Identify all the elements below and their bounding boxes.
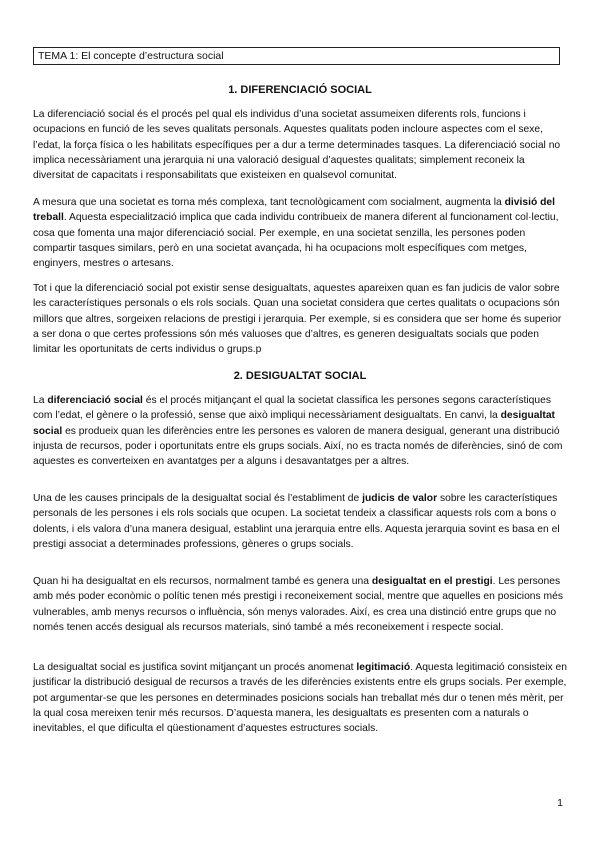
page-number: 1: [557, 797, 563, 809]
key-term-desigualtat-en-el-prestigi: desigualtat en el prestigi: [371, 576, 493, 587]
key-term-desigualtat-social: desigualtat social: [33, 410, 555, 437]
paragraph-text: . Les persones amb més poder econòmic o polític tenen més prestigi i reconeixement social, mentre que aquelles en posicions més vulnerables, amb menys recursos o influència, són menys valorades. Així, es crea una distinció entre grups que no només tenen accés desigual als recursos materials, sinó també a més reconeixement i respecte social.: [33, 576, 563, 633]
section-1-paragraph-2: [33, 195, 567, 271]
paragraph-text: Quan hi ha desigualtat en els recursos, normalment també es genera una: [33, 576, 372, 587]
section-2-title: 2. DESIGUALTAT SOCIAL: [233, 370, 367, 382]
paragraph-text: La: [33, 395, 48, 406]
section-1-paragraph-3: Tot i que la diferenciació social pot existir sense desigualtats, aquestes apareixen quan es fan judicis de valor sobre les característiques personals o els rols socials. Quan una societat considera que certes qualitats o ocupacions són millors que altres, sorgeixen relacions de prestigi i jerarquia. Per exemple, si es considera que ser home és superior a ser dona o que certes professions són més valuoses que d’altres, es generen desigualtats socials que poden limitar les oportunitats de certs individus o grups.p: [33, 283, 562, 356]
paragraph-text: . Aquesta especialització implica que cada individu contribueix de manera diferent al funcionament col·lectiu, cosa que fomenta una major diferenciació social. Per exemple, en una societat senzilla, les persones poden compartir tasques similars, però en una societat avançada, hi ha ocupacions molt específiques com metges, enginyers, mestres o artesans.: [33, 212, 559, 270]
paragraph-text: Una de les causes principals de la desigualtat social és l’establiment de: [33, 493, 363, 504]
paragraph-text: . Aquesta legitimació consisteix en justificar la distribució desigual de recursos a través de les diferències existents entre els grups socials. Per exemple, pot argumentar-se que les persones en determinades posicions socials han treballat més dur o tenen més mèrit, per la qual cosa mereixen tenir més recursos. D’aquesta manera, les desigualtats es presenten com a naturals o inevitables, el que dificulta el qüestionament d’aquestes estructures socials.: [33, 662, 568, 735]
key-term-legitimacio: legitimació: [356, 662, 411, 673]
section-2-paragraph-2: [33, 491, 567, 552]
paragraph-text: La desigualtat social es justifica sovint mitjançant un procés anomenat: [33, 662, 357, 673]
paragraph-text: sobre les característiques personals de les persones i els rols socials que ocupen. La societat tendeix a classificar aquests rols com a bons o dolents, i els valora d’una manera desigual, establint una jerarquia entre ells. Aquesta jerarquia sovint es basa en el prestigi associat a determinades professions, gèneres o grups socials.: [33, 493, 560, 550]
section-1-paragraph-1: La diferenciació social és el procés pel qual els individus d’una societat assumeixen diferents rols, funcions i ocupacions en funció de les seves qualitats personals. Aquestes qualitats poden incloure aspectes com el sexe, l’edat, la força física o les habilitats específiques per a dur a terme determinades tasques. La diferenciació social no implica necessàriament una jerarquia ni una valoració desigual d’aquestes qualitats; simplement reconeix la diversitat de capacitats i responsabilitats que existeixen en qualsevol comunitat.: [33, 109, 561, 182]
key-term-divisio-del-treball: divisió del treball: [33, 197, 555, 224]
paragraph-text: es produeix quan les diferències entre les persones es valoren de manera desigual, generant una distribució injusta de recursos, poder i oportunitats entre els grups socials. Així, no es tracta només de diferències, sinó de com aquestes es converteixen en avantatges per a alguns i desavantatges per a altres.: [33, 425, 563, 468]
section-2-paragraph-1: [33, 393, 567, 469]
paragraph-text: A mesura que una societat es torna més complexa, tant tecnològicament com socialment, augmenta la: [33, 197, 505, 208]
section-1-title: 1. DIFERENCIACIÓ SOCIAL: [228, 84, 372, 96]
section-2-paragraph-3: [33, 574, 567, 635]
section-2-paragraph-4: [33, 660, 567, 736]
key-term-diferenciacio-social: diferenciació social: [47, 395, 143, 406]
paragraph-text: és el procés mitjançant el qual la societat classifica les persones segons característiques com l’edat, el gènere o la professió, sense que això impliqui necessàriament desigualtats. En canvi, la: [33, 395, 551, 422]
topic-label: TEMA 1: El concepte d’estructura social: [38, 50, 224, 62]
topic-header: [33, 47, 560, 65]
key-term-judicis-de-valor: judicis de valor: [362, 493, 438, 504]
